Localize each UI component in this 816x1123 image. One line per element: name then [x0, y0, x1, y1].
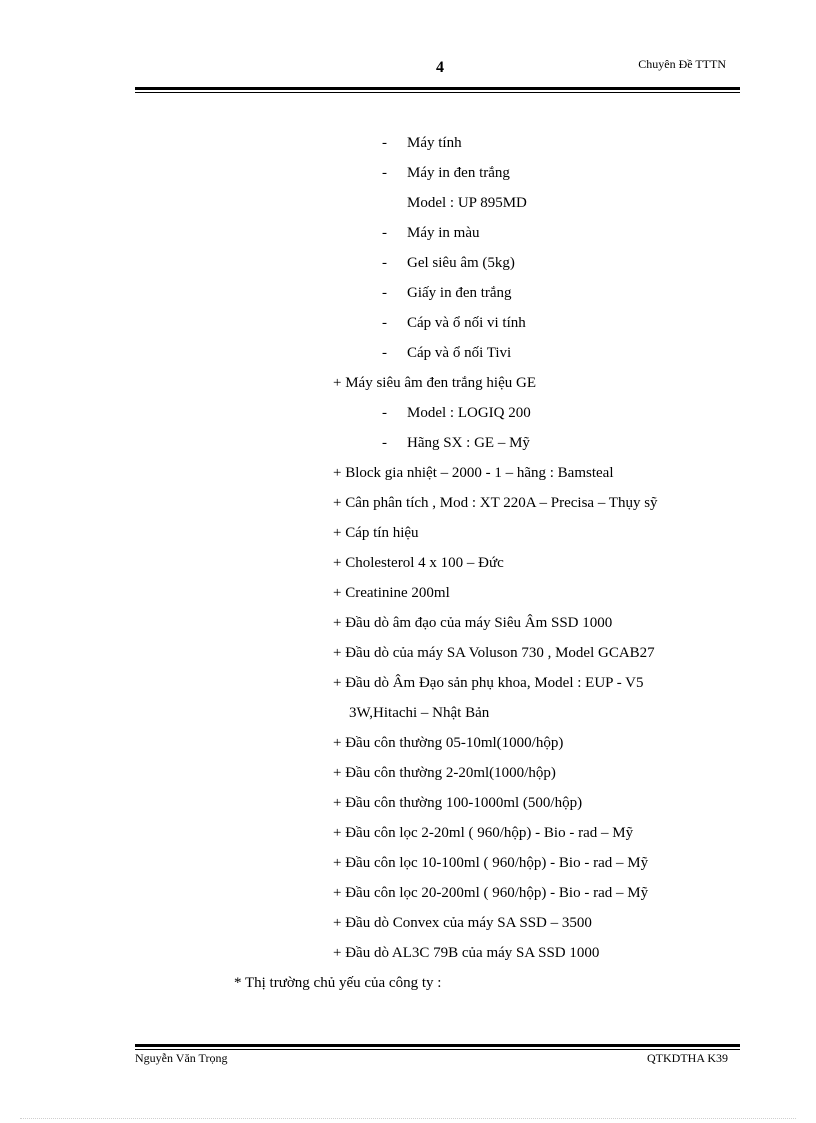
- list-item: - Cáp và ổ nối vi tính: [407, 312, 526, 334]
- dash-marker: -: [382, 255, 387, 271]
- footer-author: Nguyễn Văn Trọng: [135, 1051, 228, 1065]
- dash-marker: -: [382, 165, 387, 181]
- list-item: + Creatinine 200ml: [333, 585, 450, 601]
- list-item: + Đầu côn lọc 2-20ml ( 960/hộp) - Bio - rad – Mỹ: [333, 825, 634, 841]
- list-item: + Đầu côn thường 2-20ml(1000/hộp): [333, 765, 556, 781]
- list-item: Model : UP 895MD: [407, 195, 527, 211]
- dash-marker: -: [382, 315, 387, 331]
- footer-rule-thick: [135, 1044, 740, 1047]
- list-item: + Đầu côn lọc 10-100ml ( 960/hộp) - Bio - rad – Mỹ: [333, 855, 649, 871]
- header-rule-thick: [135, 87, 740, 90]
- list-item: - Cáp và ổ nối Tivi: [407, 342, 511, 364]
- list-item: + Máy siêu âm đen trắng hiệu GE: [333, 375, 536, 391]
- page-number: 4: [436, 59, 444, 76]
- list-item: - Gel siêu âm (5kg): [407, 252, 515, 274]
- dash-marker: -: [382, 135, 387, 151]
- dash-marker: -: [382, 225, 387, 241]
- list-item: - Máy in đen trắng: [407, 162, 510, 184]
- dash-marker: -: [382, 435, 387, 451]
- dash-marker: -: [382, 285, 387, 301]
- list-item: + Đầu côn lọc 20-200ml ( 960/hộp) - Bio - rad – Mỹ: [333, 885, 649, 901]
- list-item: - Hãng SX : GE – Mỹ: [407, 432, 530, 454]
- list-item-continuation: 3W,Hitachi – Nhật Bản: [349, 705, 490, 721]
- list-item: - Máy tính: [407, 132, 462, 154]
- list-item: + Đầu dò Convex của máy SA SSD – 3500: [333, 915, 592, 931]
- list-item: + Block gia nhiệt – 2000 - 1 – hãng : Bamsteal: [333, 465, 614, 481]
- list-item: + Cáp tín hiệu: [333, 525, 419, 541]
- header-title: Chuyên Đề TTTN: [638, 57, 726, 71]
- list-item: - Giấy in đen trắng: [407, 282, 512, 304]
- list-item: - Máy in màu: [407, 222, 480, 244]
- dash-marker: -: [382, 405, 387, 421]
- header-rule-thin: [135, 92, 740, 93]
- list-item: + Đầu dò AL3C 79B của máy SA SSD 1000: [333, 945, 600, 961]
- list-item: + Đầu dò Âm Đạo sản phụ khoa, Model : EUP - V5: [333, 675, 644, 691]
- list-item: + Cân phân tích , Mod : XT 220A – Precisa – Thụy sỹ: [333, 495, 658, 511]
- page-edge-divider: [20, 1118, 796, 1119]
- list-item: + Đầu dò của máy SA Voluson 730 , Model GCAB27: [333, 645, 655, 661]
- list-item: + Đầu côn thường 05-10ml(1000/hộp): [333, 735, 564, 751]
- footer-class: QTKDTHA K39: [647, 1051, 728, 1065]
- list-item: + Cholesterol 4 x 100 – Đức: [333, 555, 504, 571]
- list-item: + Đầu dò âm đạo của máy Siêu Âm SSD 1000: [333, 615, 613, 631]
- section-heading: * Thị trường chủ yếu của công ty :: [234, 975, 442, 991]
- list-item: + Đầu côn thường 100-1000ml (500/hộp): [333, 795, 583, 811]
- footer-rule-thin: [135, 1049, 740, 1050]
- list-item: - Model : LOGIQ 200: [407, 402, 531, 424]
- dash-marker: -: [382, 345, 387, 361]
